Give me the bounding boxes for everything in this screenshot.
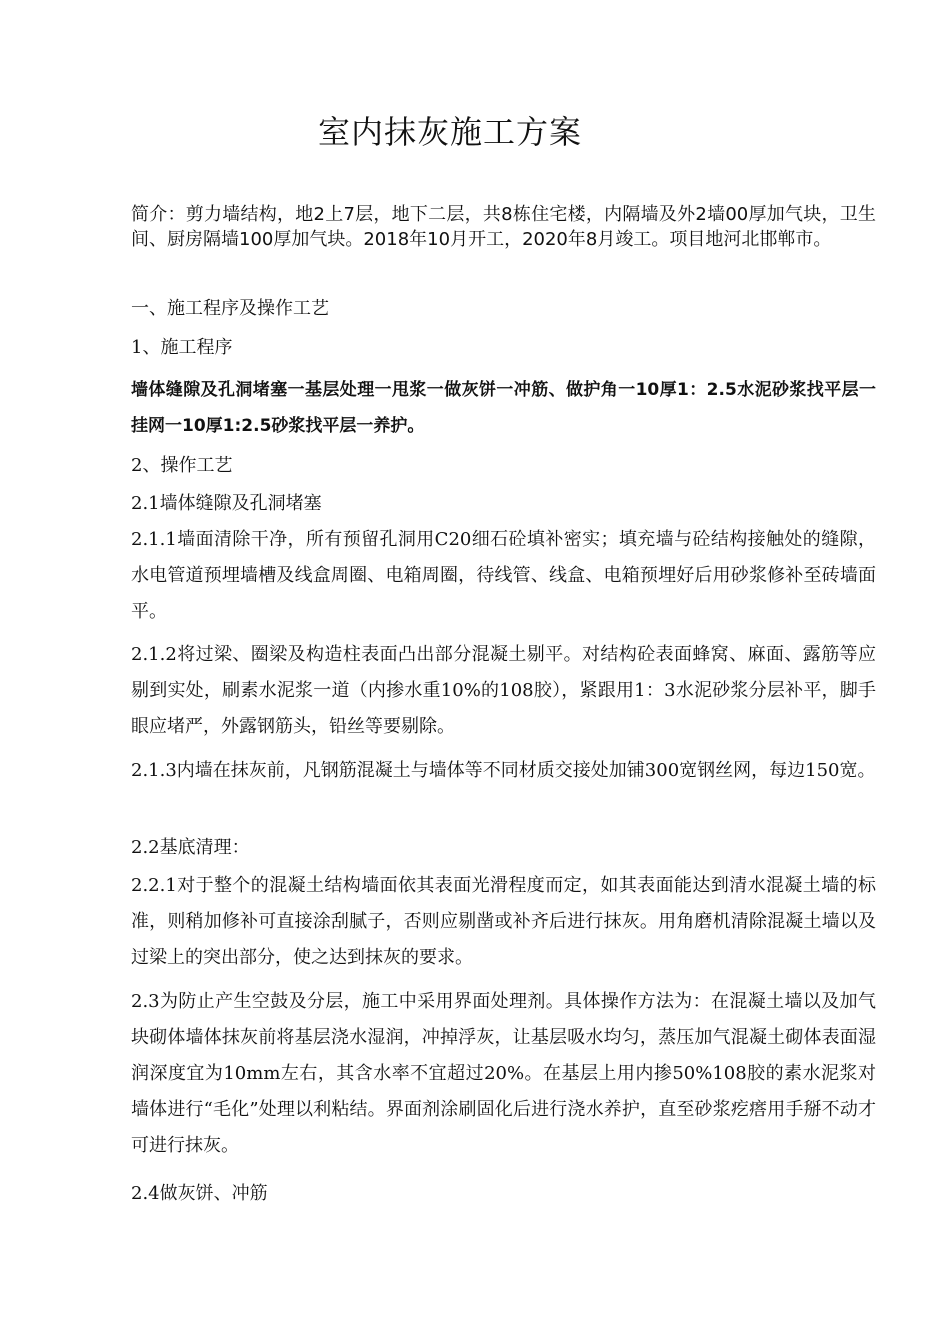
paragraph-2-1-1: 2.1.1墙面清除干净，所有预留孔洞用C20细石砼填补密实；填充墙与砼结构接触处的缝隙，水电管道预埋墙槽及线盒周圈、电箱周圈，待线管、线盒、电箱预埋好后用砂浆修补至砖墙面平。 xyxy=(131,529,876,622)
paragraph-2-1-3: 2.1.3内墙在抹灰前，凡钢筋混凝土与墙体等不同材质交接处加铺300宽钢丝网，每边150宽。 xyxy=(131,760,876,781)
heading-2-4: 2.4做灰饼、冲筋 xyxy=(131,1183,268,1204)
heading-2-2: 2.2基底清理： xyxy=(131,837,250,858)
paragraph-2-1-2: 2.1.2将过梁、圈梁及构造柱表面凸出部分混凝土剔平。对结构砼表面蜂窝、麻面、露筋等应剔到实处，刷素水泥浆一道（内掺水重10%的108胶），紧跟用1：3水泥砂浆分层补平，脚手眼应堵严，外露钢筋头，铅丝等要剔除。 xyxy=(131,644,876,737)
procedure-paragraph: 墙体缝隙及孔洞堵塞一基层处理一甩浆一做灰饼一冲筋、做护角一10厚1：2.5水泥砂浆找平层一挂网一10厚1:2.5砂浆找平层一养护。 xyxy=(131,380,876,436)
paragraph-2-2-1: 2.2.1对于整个的混凝土结构墙面依其表面光滑程度而定，如其表面能达到清水混凝土墙的标准，则稍加修补可直接涂刮腻子，否则应剔凿或补齐后进行抹灰。用角磨机清除混凝土墙以及过梁上的突出部分，使之达到抹灰的要求。 xyxy=(131,875,876,968)
subsection-heading-procedure: 1、施工程序 xyxy=(131,337,233,358)
paragraph-2-3: 2.3为防止产生空鼓及分层，施工中采用界面处理剂。具体操作方法为：在混凝土墙以及加气块砌体墙体抹灰前将基层浇水湿润，冲掉浮灰，让基层吸水均匀，蒸压加气混凝土砌体表面湿润深度宜为10mm左右，其含水率不宜超过20%。在基层上用内掺50%108胶的素水泥浆对墙体进行“毛化”处理以利粘结。界面剂涂刷固化后进行浇水养护，直至砂浆疙瘩用手掰不动才可进行抹灰。 xyxy=(131,991,876,1156)
intro-paragraph: 简介：剪力墙结构，地2上7层，地下二层，共8栋住宅楼，内隔墙及外2墙00厚加气块，卫生间、厨房隔墙100厚加气块。2018年10月开工，2020年8月竣工。项目地河北邯郸市。 xyxy=(131,204,876,250)
document-title: 室内抹灰施工方案 xyxy=(317,113,582,151)
subsection-heading-operation: 2、操作工艺 xyxy=(131,455,233,476)
section-heading-1: 一、施工程序及操作工艺 xyxy=(131,298,329,319)
heading-2-1: 2.1墙体缝隙及孔洞堵塞 xyxy=(131,493,322,514)
